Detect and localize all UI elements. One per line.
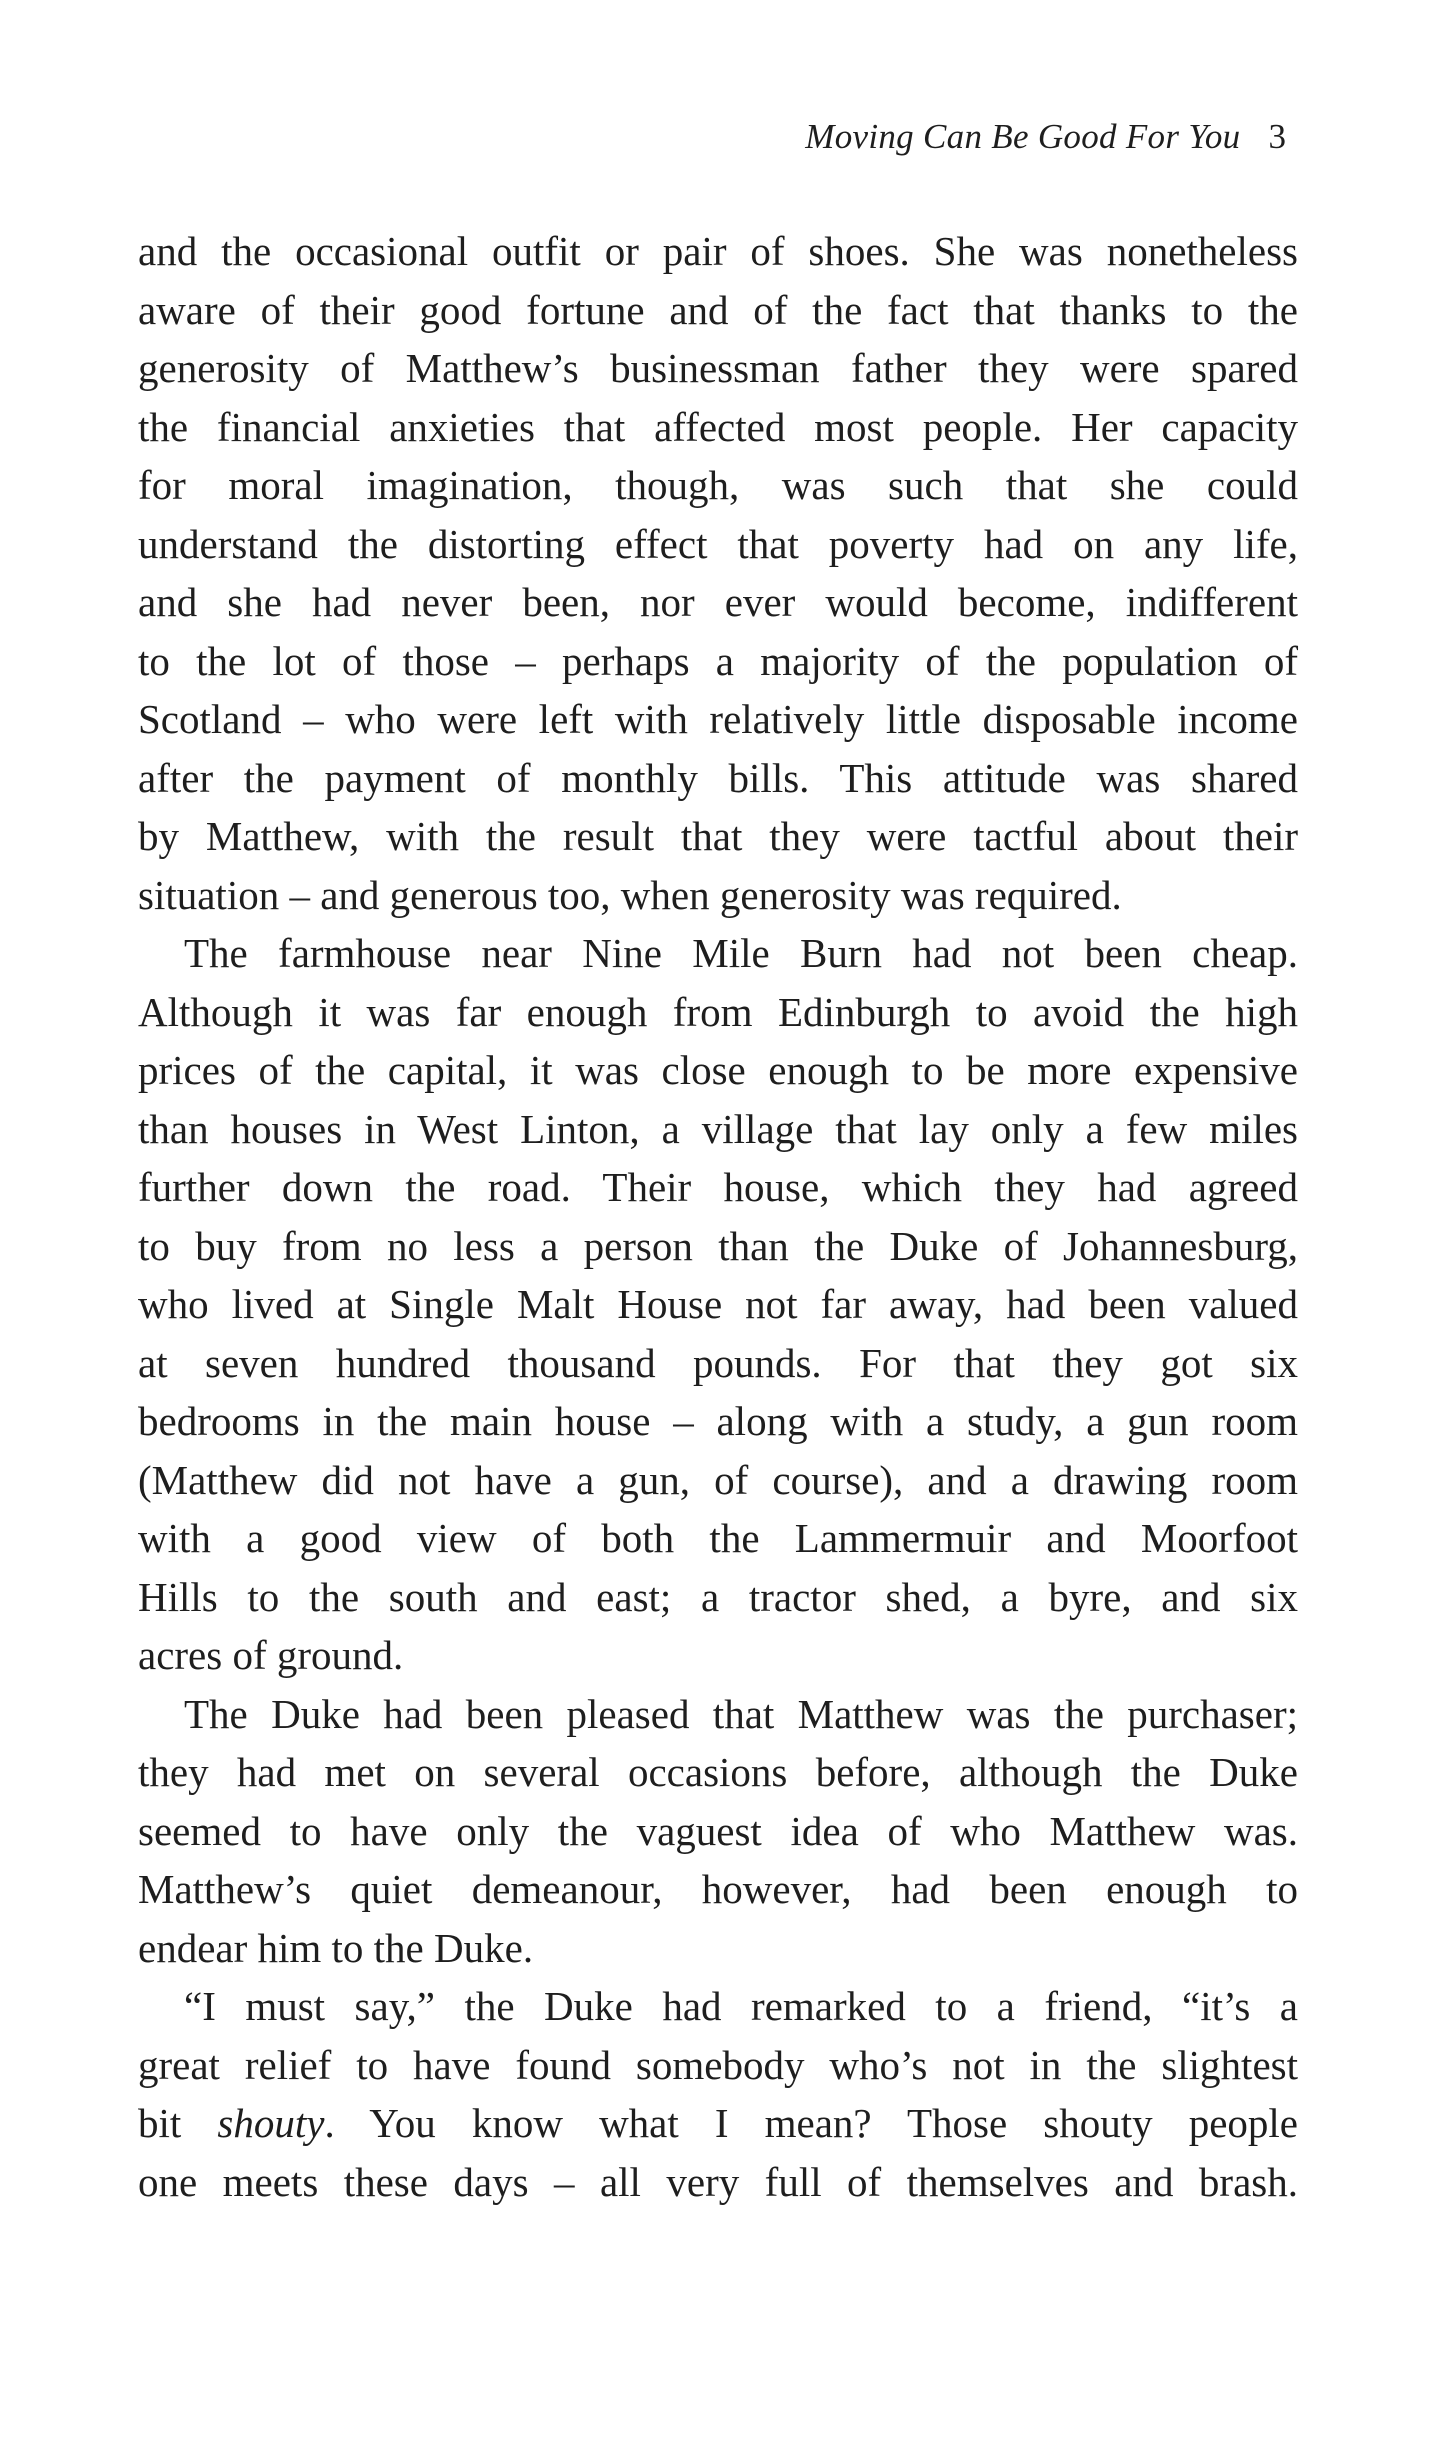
- text-line: after the payment of monthly bills. This attitude was shared: [138, 754, 1298, 801]
- text-run: bit: [138, 2100, 218, 2146]
- body-text: [138, 222, 1298, 2211]
- text-line: generosity of Matthew’s businessman father they were spared: [138, 345, 1298, 391]
- text-line-with-italic: [138, 2094, 1298, 2153]
- text-line: understand the distorting effect that poverty had on any life,: [138, 520, 1298, 567]
- text-line: with a good view of both the Lammermuir and Moorfoot: [138, 1515, 1298, 1561]
- text-line: acres of ground.: [138, 1632, 404, 1678]
- text-line: great relief to have found somebody who’s not in the slightest: [138, 2041, 1298, 2088]
- text-line: prices of the capital, it was close enough to be more expensive: [138, 1047, 1298, 1093]
- text-line: than houses in West Linton, a village that lay only a few miles: [138, 1105, 1298, 1152]
- text-line: Hills to the south and east; a tractor shed, a byre, and six: [138, 1573, 1298, 1620]
- text-line: at seven hundred thousand pounds. For that they got six: [138, 1339, 1298, 1386]
- text-line: for moral imagination, though, was such that she could: [138, 462, 1298, 508]
- text-line: by Matthew, with the result that they were tactful about their: [138, 813, 1298, 859]
- text-line: bedrooms in the main house – along with a study, a gun room: [138, 1398, 1298, 1444]
- text-line: Matthew’s quiet demeanour, however, had been enough to: [138, 1866, 1298, 1912]
- text-line: The farmhouse near Nine Mile Burn had not been cheap.: [184, 930, 1298, 976]
- text-line: to buy from no less a person than the Duke of Johannesburg,: [138, 1222, 1298, 1269]
- text-line: situation – and generous too, when generosity was required.: [138, 871, 1122, 918]
- text-line: aware of their good fortune and of the fact that thanks to the: [138, 286, 1298, 333]
- text-line: further down the road. Their house, which they had agreed: [138, 1164, 1298, 1210]
- text-line: endear him to the Duke.: [138, 1924, 534, 1971]
- text-line: Scotland – who were left with relatively little disposable income: [138, 696, 1298, 742]
- text-line: to the lot of those – perhaps a majority of the population of: [138, 637, 1298, 684]
- italic-word: shouty: [217, 2100, 325, 2146]
- text-line: who lived at Single Malt House not far away, had been valued: [138, 1281, 1298, 1327]
- running-head-title: Moving Can Be Good For You: [805, 117, 1241, 156]
- text-line: the financial anxieties that affected most people. Her capacity: [138, 403, 1298, 450]
- text-line: and she had never been, nor ever would become, indifferent: [138, 579, 1298, 625]
- text-line: (Matthew did not have a gun, of course), and a drawing room: [138, 1456, 1298, 1503]
- text-line: seemed to have only the vaguest idea of who Matthew was.: [138, 1807, 1298, 1854]
- text-line: one meets these days – all very full of themselves and brash.: [138, 2158, 1298, 2205]
- page-number: 3: [1268, 117, 1286, 156]
- running-head: [805, 112, 1286, 162]
- text-line: they had met on several occasions before, although the Duke: [138, 1749, 1298, 1795]
- text-line: Although it was far enough from Edinburgh to avoid the high: [138, 988, 1298, 1035]
- text-line: The Duke had been pleased that Matthew was the purchaser;: [184, 1690, 1298, 1737]
- text-run: . You know what I mean? Those shouty people: [324, 2100, 1298, 2146]
- text-line: and the occasional outfit or pair of shoes. She was nonetheless: [138, 228, 1298, 274]
- text-line: “I must say,” the Duke had remarked to a friend, “it’s a: [184, 1983, 1298, 2029]
